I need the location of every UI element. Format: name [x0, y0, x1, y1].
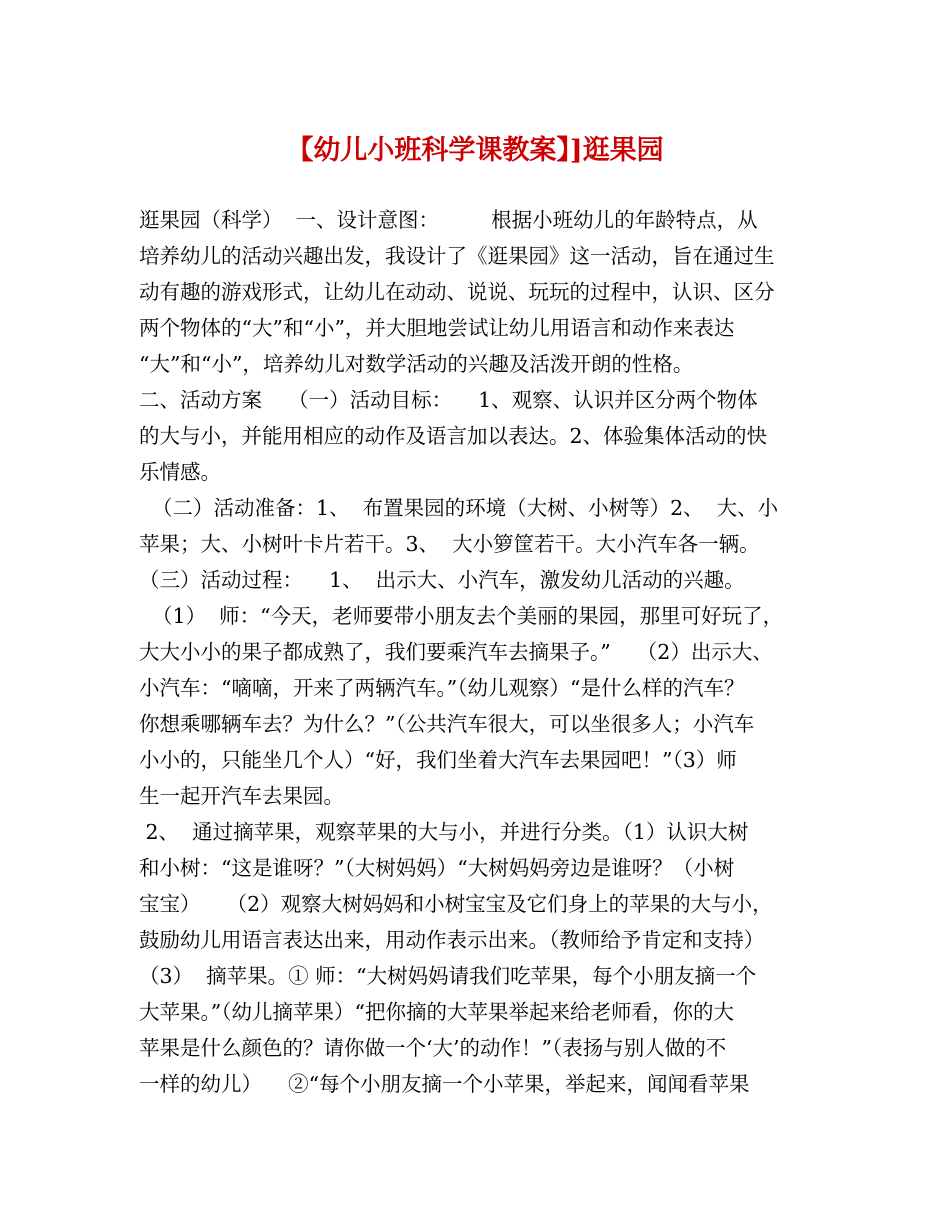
body-line: 和小树：“这是谁呀？”（大树妈妈）“大树妈妈旁边是谁呀？（小树: [139, 856, 735, 880]
body-line: 生一起开汽车去果园。: [139, 784, 344, 808]
body-line: （1） 师：“今天，老师要带小朋友去个美丽的果园，那里可好玩了，: [139, 604, 784, 628]
body-line: 你想乘哪辆车去？为什么？”（公共汽车很大，可以坐很多人；小汽车: [139, 712, 755, 736]
body-line: 宝宝） （2）观察大树妈妈和小树宝宝及它们身上的苹果的大与小，: [139, 892, 773, 916]
body-line: 大苹果。”（幼儿摘苹果）“把你摘的大苹果举起来给老师看，你的大: [139, 1000, 734, 1024]
body-line: 苹果；大、小树叶卡片若干。3、 大小箩筐若干。大小汽车各一辆。: [139, 532, 760, 556]
body-line: 小小的，只能坐几个人）“好，我们坐着大汽车去果园吧！”（3）师: [139, 748, 737, 772]
body-line: （3） 摘苹果。① 师：“大树妈妈请我们吃苹果，每个小朋友摘一个: [139, 964, 757, 988]
body-line: 逛果园（科学） 一、设计意图： 根据小班幼儿的年龄特点，从: [139, 208, 758, 232]
document-body: [139, 202, 819, 1102]
body-line: 的大与小，并能用相应的动作及语言加以表达。2、体验集体活动的快: [139, 424, 768, 448]
body-line: 鼓励幼儿用语言表达出来，用动作表示出来。（教师给予肯定和支持）: [139, 928, 765, 952]
body-line: （三）活动过程： 1、 出示大、小汽车，激发幼儿活动的兴趣。: [139, 568, 745, 592]
body-line: 一样的幼儿） ②“每个小朋友摘一个小苹果，举起来，闻闻看苹果: [139, 1072, 750, 1096]
body-line: 动有趣的游戏形式，让幼儿在动动、说说、玩玩的过程中，认识、区分: [139, 280, 775, 304]
document-title: 【幼儿小班科学课教案】]逛果园: [286, 135, 664, 166]
body-line: 小汽车：“嘀嘀，开来了两辆汽车。”（幼儿观察）“是什么样的汽车？: [139, 676, 745, 700]
body-line: 2、 通过摘苹果，观察苹果的大与小，并进行分类。（1）认识大树: [139, 820, 749, 844]
body-line: “大”和“小”，培养幼儿对数学活动的兴趣及活泼开朗的性格。: [139, 352, 694, 376]
body-line: 苹果是什么颜色的？请你做一个‘大’的动作！”（表扬与别人做的不: [139, 1036, 727, 1060]
body-line: 乐情感。: [139, 460, 221, 484]
body-line: 大大小小的果子都成熟了，我们要乘汽车去摘果子。” （2）出示大、: [139, 640, 773, 664]
body-line: 培养幼儿的活动兴趣出发，我设计了《逛果园》这一活动，旨在通过生: [139, 244, 775, 268]
body-line: 两个物体的“大”和“小”，并大胆地尝试让幼儿用语言和动作来表达: [139, 316, 735, 340]
body-line: 二、活动方案 （一）活动目标： 1、观察、认识并区分两个物体: [139, 388, 758, 412]
body-line: （二）活动准备：1、 布置果园的环境（大树、小树等）2、 大、小: [139, 496, 779, 520]
